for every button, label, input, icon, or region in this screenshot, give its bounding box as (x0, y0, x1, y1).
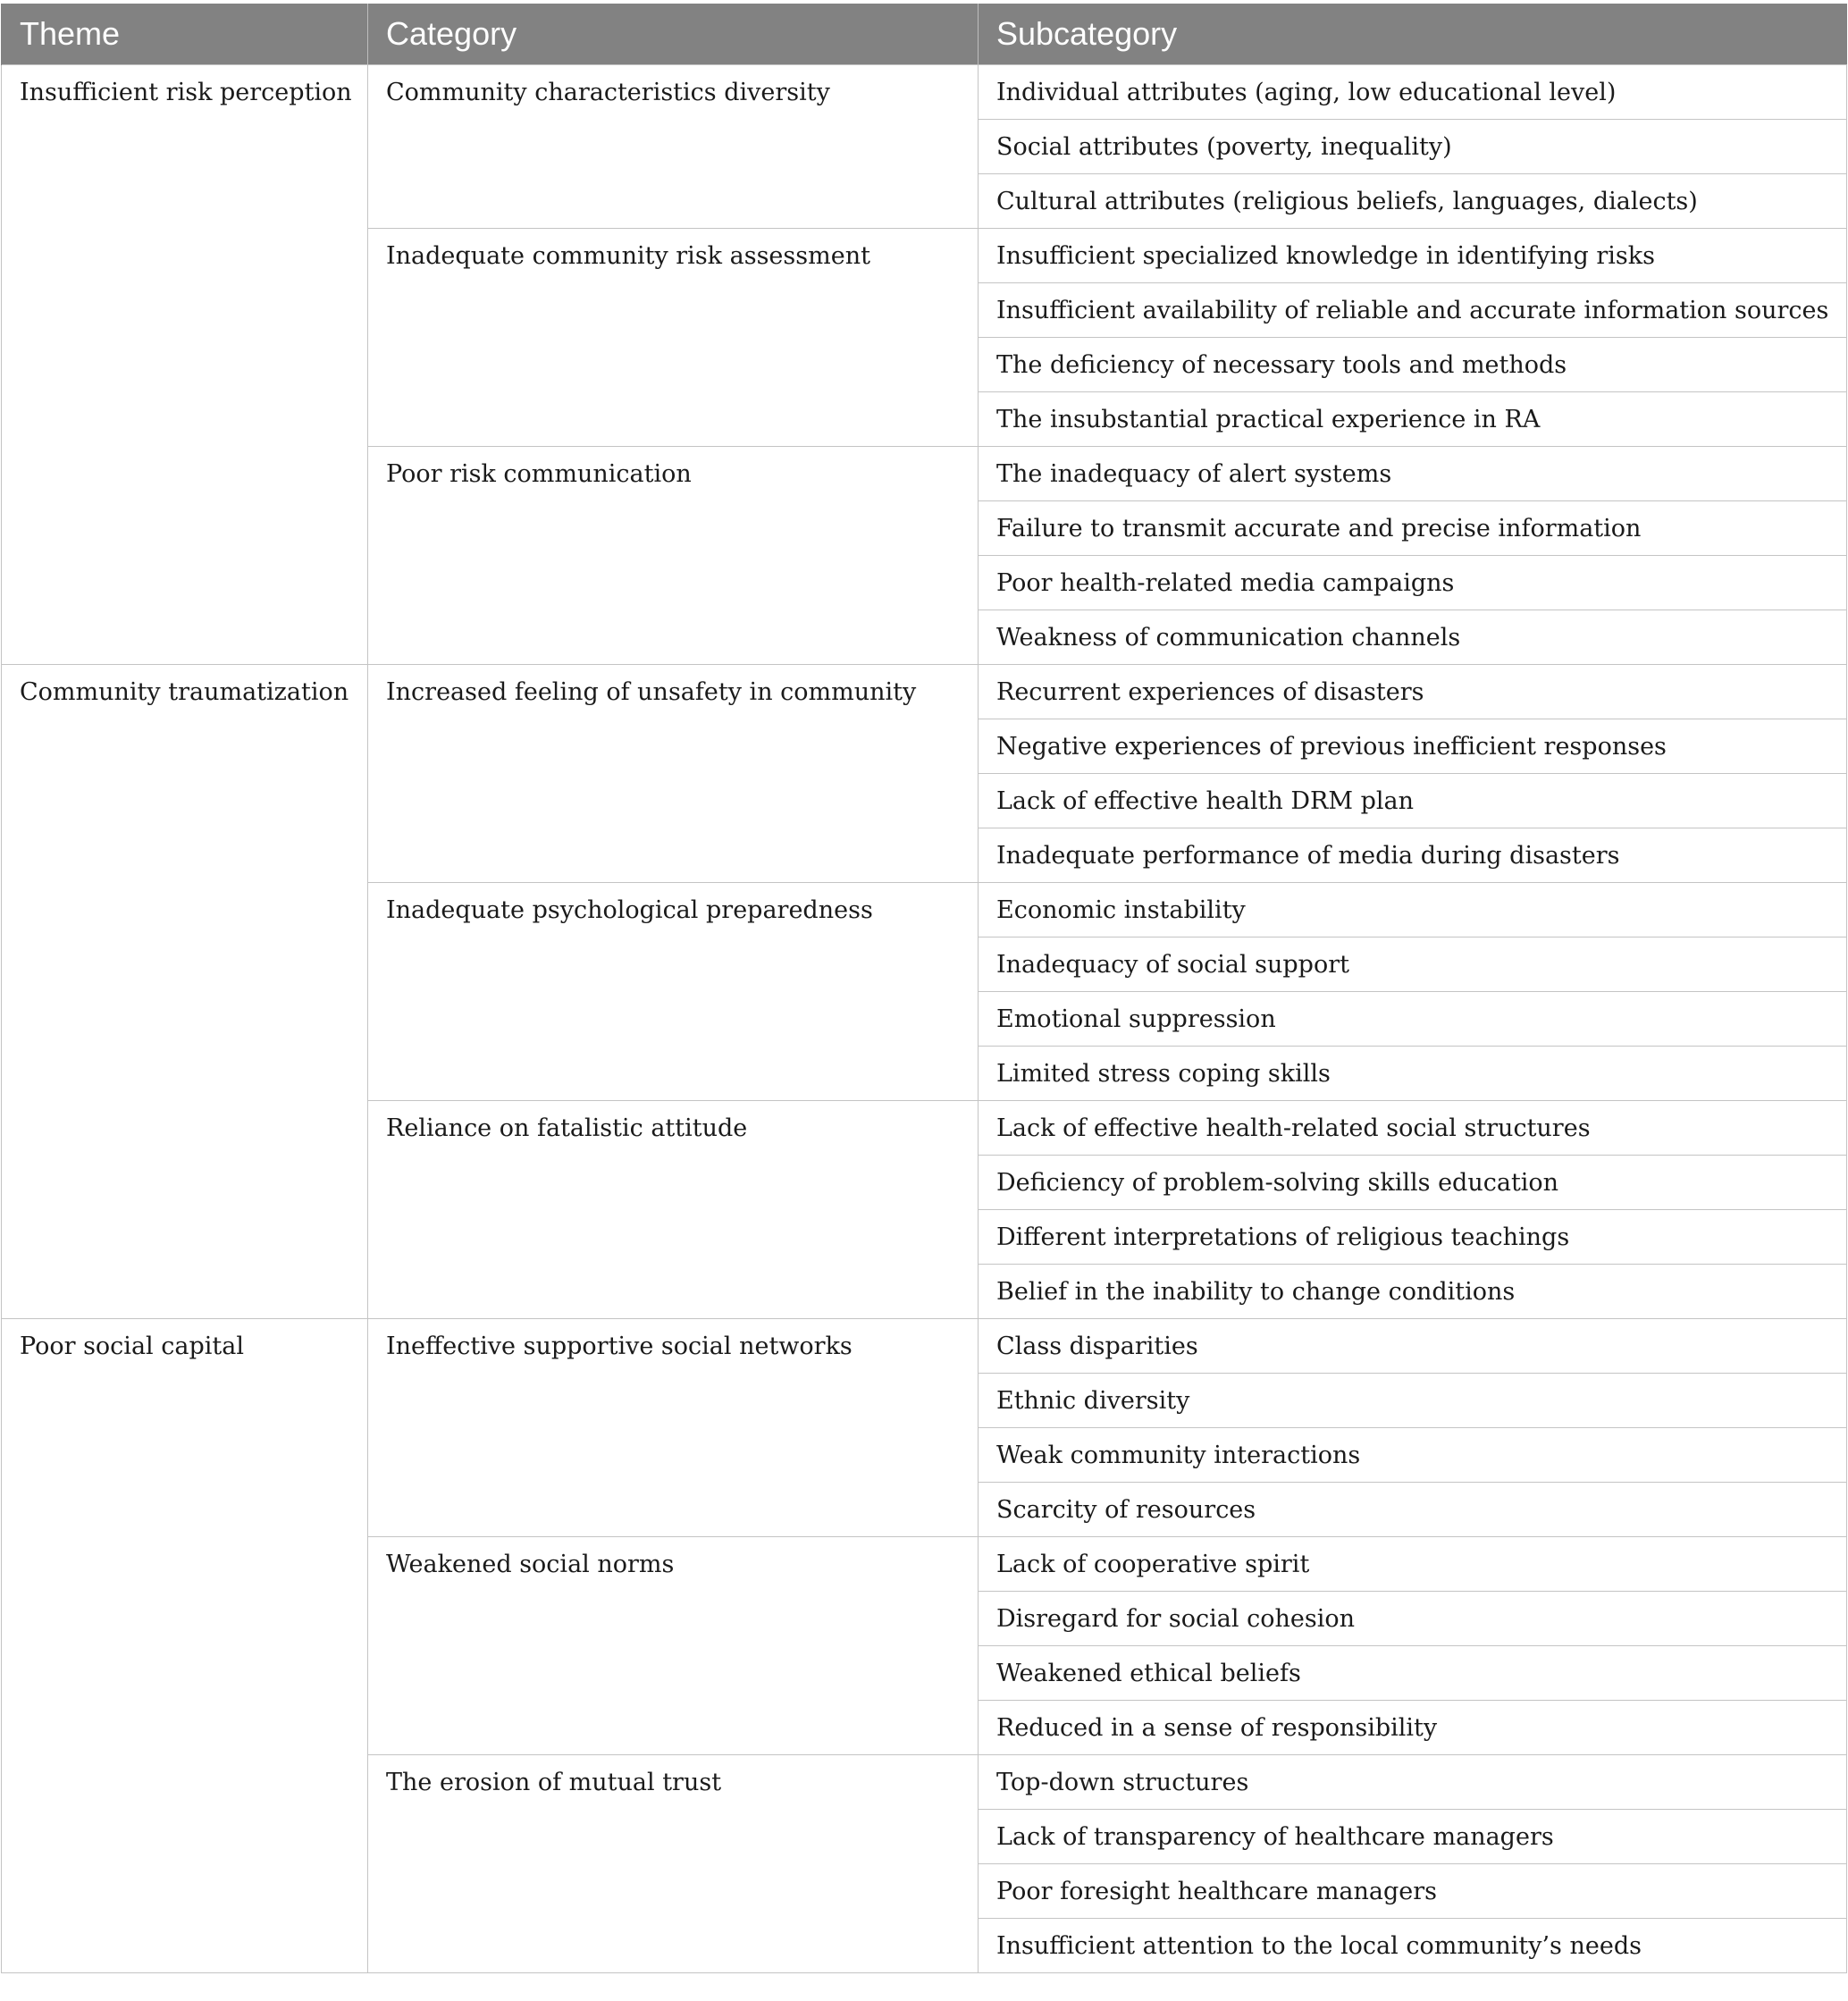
category-cell: Weakened social norms (368, 1537, 979, 1755)
subcategory-cell: Lack of cooperative spirit (979, 1537, 1847, 1592)
subcategory-cell: Poor health-related media campaigns (979, 556, 1847, 610)
theme-cell: Community traumatization (2, 665, 368, 1319)
subcategory-cell: Individual attributes (aging, low educational level) (979, 65, 1847, 120)
subcategory-cell: Weak community interactions (979, 1428, 1847, 1483)
theme-cell: Poor social capital (2, 1319, 368, 1973)
theme-cell: Insufficient risk perception (2, 65, 368, 665)
subcategory-cell: Poor foresight healthcare managers (979, 1864, 1847, 1919)
category-cell: Ineffective supportive social networks (368, 1319, 979, 1537)
subcategory-cell: Social attributes (poverty, inequality) (979, 120, 1847, 174)
table-row (2, 665, 1847, 719)
table-row (2, 65, 1847, 120)
subcategory-cell: The insubstantial practical experience in RA (979, 392, 1847, 447)
header-row (2, 4, 1847, 65)
subcategory-cell: Negative experiences of previous inefficient responses (979, 719, 1847, 774)
subcategory-cell: Disregard for social cohesion (979, 1592, 1847, 1646)
table-body (2, 65, 1847, 1973)
subcategory-cell: Economic instability (979, 883, 1847, 937)
subcategory-cell: Inadequacy of social support (979, 937, 1847, 992)
header-category: Category (368, 4, 979, 65)
subcategory-cell: Class disparities (979, 1319, 1847, 1374)
subcategory-cell: Failure to transmit accurate and precise information (979, 501, 1847, 556)
subcategory-cell: Recurrent experiences of disasters (979, 665, 1847, 719)
subcategory-cell: Reduced in a sense of responsibility (979, 1701, 1847, 1755)
subcategory-cell: Lack of effective health-related social structures (979, 1101, 1847, 1156)
subcategory-cell: Limited stress coping skills (979, 1047, 1847, 1101)
subcategory-cell: Emotional suppression (979, 992, 1847, 1047)
category-cell: Community characteristics diversity (368, 65, 979, 229)
category-cell: Reliance on fatalistic attitude (368, 1101, 979, 1319)
subcategory-cell: Inadequate performance of media during disasters (979, 828, 1847, 883)
subcategory-cell: Scarcity of resources (979, 1483, 1847, 1537)
category-cell: Increased feeling of unsafety in community (368, 665, 979, 883)
category-cell: The erosion of mutual trust (368, 1755, 979, 1973)
subcategory-cell: The inadequacy of alert systems (979, 447, 1847, 501)
subcategory-cell: Deficiency of problem-solving skills education (979, 1156, 1847, 1210)
subcategory-cell: Lack of effective health DRM plan (979, 774, 1847, 828)
subcategory-cell: Lack of transparency of healthcare managers (979, 1810, 1847, 1864)
category-cell: Inadequate psychological preparedness (368, 883, 979, 1101)
subcategory-cell: Belief in the inability to change conditions (979, 1265, 1847, 1319)
subcategory-cell: Insufficient specialized knowledge in identifying risks (979, 229, 1847, 283)
subcategory-cell: Ethnic diversity (979, 1374, 1847, 1428)
subcategory-cell: Insufficient availability of reliable and accurate information sources (979, 283, 1847, 338)
subcategory-cell: Weakness of communication channels (979, 610, 1847, 665)
subcategory-cell: Insufficient attention to the local community’s needs (979, 1919, 1847, 1973)
header-theme: Theme (2, 4, 368, 65)
header-subcategory: Subcategory (979, 4, 1847, 65)
subcategory-cell: The deficiency of necessary tools and methods (979, 338, 1847, 392)
subcategory-cell: Weakened ethical beliefs (979, 1646, 1847, 1701)
themes-table (1, 4, 1847, 1973)
category-cell: Inadequate community risk assessment (368, 229, 979, 447)
subcategory-cell: Different interpretations of religious teachings (979, 1210, 1847, 1265)
category-cell: Poor risk communication (368, 447, 979, 665)
table-header (2, 4, 1847, 65)
table-row (2, 1319, 1847, 1374)
subcategory-cell: Cultural attributes (religious beliefs, languages, dialects) (979, 174, 1847, 229)
subcategory-cell: Top-down structures (979, 1755, 1847, 1810)
